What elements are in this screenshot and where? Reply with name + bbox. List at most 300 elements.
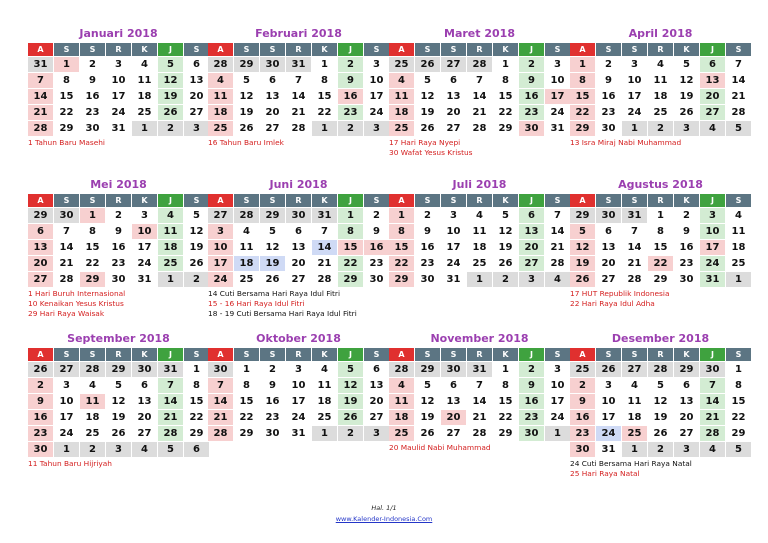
day-cell[interactable]: 29 — [493, 121, 518, 136]
day-cell[interactable]: 27 — [260, 121, 285, 136]
day-cell[interactable]: 22 — [184, 410, 209, 425]
day-cell[interactable]: 14 — [700, 394, 725, 409]
day-cell[interactable]: 19 — [158, 89, 183, 104]
day-cell[interactable]: 28 — [648, 362, 673, 377]
day-cell[interactable]: 22 — [726, 410, 751, 425]
day-cell[interactable]: 23 — [28, 426, 53, 441]
day-cell[interactable]: 16 — [80, 89, 105, 104]
day-cell[interactable]: 10 — [441, 224, 466, 239]
day-cell[interactable]: 1 — [622, 442, 647, 457]
day-cell[interactable]: 23 — [674, 256, 699, 271]
day-cell[interactable]: 1 — [54, 57, 79, 72]
day-cell[interactable]: 15 — [389, 240, 414, 255]
day-cell[interactable]: 1 — [389, 208, 414, 223]
day-cell[interactable]: 25 — [234, 272, 259, 287]
day-cell[interactable]: 1 — [132, 121, 157, 136]
day-cell[interactable]: 18 — [648, 89, 673, 104]
day-cell[interactable]: 17 — [132, 240, 157, 255]
day-cell[interactable]: 8 — [312, 73, 337, 88]
day-cell[interactable]: 3 — [441, 208, 466, 223]
day-cell[interactable]: 8 — [338, 224, 363, 239]
day-cell[interactable]: 29 — [389, 272, 414, 287]
day-cell[interactable]: 28 — [622, 272, 647, 287]
day-cell[interactable]: 1 — [312, 426, 337, 441]
day-cell[interactable]: 22 — [648, 256, 673, 271]
day-cell[interactable]: 27 — [28, 272, 53, 287]
day-cell[interactable]: 5 — [726, 121, 751, 136]
day-cell[interactable]: 12 — [674, 73, 699, 88]
day-cell[interactable]: 5 — [184, 208, 209, 223]
day-cell[interactable]: 20 — [28, 256, 53, 271]
day-cell[interactable]: 14 — [54, 240, 79, 255]
day-cell[interactable]: 11 — [622, 394, 647, 409]
day-cell[interactable]: 23 — [519, 410, 544, 425]
day-cell[interactable]: 13 — [441, 394, 466, 409]
day-cell[interactable]: 30 — [106, 272, 131, 287]
day-cell[interactable]: 31 — [596, 442, 621, 457]
day-cell[interactable]: 30 — [364, 272, 389, 287]
day-cell[interactable]: 16 — [519, 394, 544, 409]
day-cell[interactable]: 27 — [441, 57, 466, 72]
day-cell[interactable]: 24 — [132, 256, 157, 271]
day-cell[interactable]: 4 — [467, 208, 492, 223]
day-cell[interactable]: 29 — [234, 57, 259, 72]
day-cell[interactable]: 9 — [338, 73, 363, 88]
day-cell[interactable]: 31 — [700, 272, 725, 287]
day-cell[interactable]: 1 — [493, 362, 518, 377]
day-cell[interactable]: 5 — [415, 378, 440, 393]
day-cell[interactable]: 14 — [312, 240, 337, 255]
day-cell[interactable]: 2 — [28, 378, 53, 393]
day-cell[interactable]: 31 — [467, 362, 492, 377]
day-cell[interactable]: 10 — [700, 224, 725, 239]
day-cell[interactable]: 13 — [132, 394, 157, 409]
day-cell[interactable]: 25 — [389, 426, 414, 441]
day-cell[interactable]: 12 — [415, 89, 440, 104]
day-cell[interactable]: 12 — [338, 378, 363, 393]
day-cell[interactable]: 2 — [519, 362, 544, 377]
day-cell[interactable]: 18 — [389, 410, 414, 425]
day-cell[interactable]: 25 — [132, 105, 157, 120]
day-cell[interactable]: 8 — [493, 378, 518, 393]
day-cell[interactable]: 16 — [519, 89, 544, 104]
day-cell[interactable]: 29 — [648, 272, 673, 287]
day-cell[interactable]: 20 — [596, 256, 621, 271]
day-cell[interactable]: 30 — [286, 208, 311, 223]
day-cell[interactable]: 6 — [700, 57, 725, 72]
day-cell[interactable]: 20 — [364, 394, 389, 409]
day-cell[interactable]: 7 — [726, 57, 751, 72]
day-cell[interactable]: 26 — [415, 57, 440, 72]
day-cell[interactable]: 27 — [208, 208, 233, 223]
day-cell[interactable]: 5 — [493, 208, 518, 223]
day-cell[interactable]: 6 — [184, 442, 209, 457]
day-cell[interactable]: 12 — [106, 394, 131, 409]
day-cell[interactable]: 19 — [493, 240, 518, 255]
day-cell[interactable]: 3 — [674, 121, 699, 136]
day-cell[interactable]: 9 — [80, 73, 105, 88]
day-cell[interactable]: 7 — [467, 378, 492, 393]
day-cell[interactable]: 31 — [106, 121, 131, 136]
day-cell[interactable]: 5 — [234, 73, 259, 88]
day-cell[interactable]: 13 — [441, 89, 466, 104]
day-cell[interactable]: 28 — [726, 105, 751, 120]
day-cell[interactable]: 8 — [648, 224, 673, 239]
day-cell[interactable]: 7 — [208, 378, 233, 393]
day-cell[interactable]: 27 — [441, 426, 466, 441]
day-cell[interactable]: 5 — [648, 378, 673, 393]
day-cell[interactable]: 21 — [726, 89, 751, 104]
day-cell[interactable]: 21 — [545, 240, 570, 255]
day-cell[interactable]: 2 — [415, 208, 440, 223]
day-cell[interactable]: 19 — [338, 394, 363, 409]
day-cell[interactable]: 25 — [158, 256, 183, 271]
day-cell[interactable]: 30 — [674, 272, 699, 287]
day-cell[interactable]: 29 — [338, 272, 363, 287]
day-cell[interactable]: 7 — [622, 224, 647, 239]
day-cell[interactable]: 3 — [184, 121, 209, 136]
day-cell[interactable]: 13 — [364, 378, 389, 393]
day-cell[interactable]: 7 — [545, 208, 570, 223]
day-cell[interactable]: 25 — [389, 57, 414, 72]
day-cell[interactable]: 19 — [415, 410, 440, 425]
day-cell[interactable]: 3 — [54, 378, 79, 393]
day-cell[interactable]: 25 — [80, 426, 105, 441]
day-cell[interactable]: 20 — [674, 410, 699, 425]
day-cell[interactable]: 15 — [648, 240, 673, 255]
day-cell[interactable]: 15 — [493, 394, 518, 409]
day-cell[interactable]: 8 — [80, 224, 105, 239]
day-cell[interactable]: 10 — [596, 394, 621, 409]
day-cell[interactable]: 13 — [519, 224, 544, 239]
day-cell[interactable]: 15 — [570, 89, 595, 104]
day-cell[interactable]: 14 — [545, 224, 570, 239]
day-cell[interactable]: 4 — [648, 57, 673, 72]
day-cell[interactable]: 8 — [493, 73, 518, 88]
day-cell[interactable]: 19 — [570, 256, 595, 271]
day-cell[interactable]: 11 — [208, 89, 233, 104]
day-cell[interactable]: 9 — [519, 73, 544, 88]
day-cell[interactable]: 25 — [648, 105, 673, 120]
day-cell[interactable]: 17 — [54, 410, 79, 425]
day-cell[interactable]: 31 — [545, 121, 570, 136]
day-cell[interactable]: 18 — [80, 410, 105, 425]
day-cell[interactable]: 16 — [364, 240, 389, 255]
day-cell[interactable]: 23 — [364, 256, 389, 271]
day-cell[interactable]: 3 — [364, 426, 389, 441]
day-cell[interactable]: 27 — [132, 426, 157, 441]
day-cell[interactable]: 10 — [545, 378, 570, 393]
day-cell[interactable]: 22 — [80, 256, 105, 271]
day-cell[interactable]: 14 — [158, 394, 183, 409]
day-cell[interactable]: 5 — [158, 442, 183, 457]
day-cell[interactable]: 3 — [545, 362, 570, 377]
day-cell[interactable]: 24 — [54, 426, 79, 441]
day-cell[interactable]: 19 — [184, 240, 209, 255]
day-cell[interactable]: 20 — [519, 240, 544, 255]
day-cell[interactable]: 1 — [545, 426, 570, 441]
day-cell[interactable]: 6 — [519, 208, 544, 223]
day-cell[interactable]: 27 — [184, 105, 209, 120]
day-cell[interactable]: 11 — [80, 394, 105, 409]
day-cell[interactable]: 11 — [726, 224, 751, 239]
day-cell[interactable]: 7 — [312, 224, 337, 239]
day-cell[interactable]: 13 — [674, 394, 699, 409]
day-cell[interactable]: 2 — [106, 208, 131, 223]
day-cell[interactable]: 8 — [54, 73, 79, 88]
day-cell[interactable]: 10 — [364, 73, 389, 88]
day-cell[interactable]: 17 — [545, 394, 570, 409]
day-cell[interactable]: 17 — [596, 410, 621, 425]
day-cell[interactable]: 1 — [622, 121, 647, 136]
day-cell[interactable]: 26 — [674, 105, 699, 120]
day-cell[interactable]: 27 — [700, 105, 725, 120]
day-cell[interactable]: 26 — [184, 256, 209, 271]
day-cell[interactable]: 3 — [286, 362, 311, 377]
day-cell[interactable]: 31 — [286, 57, 311, 72]
day-cell[interactable]: 27 — [519, 256, 544, 271]
day-cell[interactable]: 2 — [519, 57, 544, 72]
day-cell[interactable]: 23 — [415, 256, 440, 271]
day-cell[interactable]: 16 — [106, 240, 131, 255]
day-cell[interactable]: 1 — [312, 121, 337, 136]
day-cell[interactable]: 7 — [28, 73, 53, 88]
day-cell[interactable]: 21 — [467, 105, 492, 120]
day-cell[interactable]: 26 — [415, 426, 440, 441]
day-cell[interactable]: 20 — [441, 105, 466, 120]
day-cell[interactable]: 30 — [132, 362, 157, 377]
day-cell[interactable]: 9 — [596, 73, 621, 88]
day-cell[interactable]: 6 — [286, 224, 311, 239]
day-cell[interactable]: 1 — [158, 272, 183, 287]
day-cell[interactable]: 30 — [519, 426, 544, 441]
day-cell[interactable]: 18 — [389, 105, 414, 120]
day-cell[interactable]: 7 — [54, 224, 79, 239]
day-cell[interactable]: 2 — [648, 442, 673, 457]
day-cell[interactable]: 2 — [570, 378, 595, 393]
day-cell[interactable]: 15 — [184, 394, 209, 409]
day-cell[interactable]: 28 — [208, 57, 233, 72]
day-cell[interactable]: 9 — [674, 224, 699, 239]
day-cell[interactable]: 25 — [208, 121, 233, 136]
day-cell[interactable]: 2 — [648, 121, 673, 136]
day-cell[interactable]: 24 — [364, 105, 389, 120]
day-cell[interactable]: 24 — [286, 410, 311, 425]
day-cell[interactable]: 6 — [441, 378, 466, 393]
day-cell[interactable]: 2 — [338, 426, 363, 441]
day-cell[interactable]: 3 — [106, 442, 131, 457]
day-cell[interactable]: 3 — [132, 208, 157, 223]
day-cell[interactable]: 15 — [234, 394, 259, 409]
day-cell[interactable]: 25 — [570, 362, 595, 377]
day-cell[interactable]: 1 — [467, 272, 492, 287]
day-cell[interactable]: 30 — [28, 442, 53, 457]
day-cell[interactable]: 23 — [570, 426, 595, 441]
day-cell[interactable]: 29 — [184, 426, 209, 441]
day-cell[interactable]: 1 — [184, 362, 209, 377]
day-cell[interactable]: 30 — [260, 426, 285, 441]
day-cell[interactable]: 28 — [208, 426, 233, 441]
day-cell[interactable]: 28 — [54, 272, 79, 287]
day-cell[interactable]: 12 — [570, 240, 595, 255]
day-cell[interactable]: 9 — [364, 224, 389, 239]
day-cell[interactable]: 2 — [338, 57, 363, 72]
day-cell[interactable]: 5 — [158, 57, 183, 72]
day-cell[interactable]: 28 — [286, 121, 311, 136]
day-cell[interactable]: 17 — [106, 89, 131, 104]
day-cell[interactable]: 3 — [700, 208, 725, 223]
day-cell[interactable]: 12 — [415, 394, 440, 409]
day-cell[interactable]: 31 — [132, 272, 157, 287]
day-cell[interactable]: 9 — [260, 378, 285, 393]
day-cell[interactable]: 14 — [286, 89, 311, 104]
day-cell[interactable]: 10 — [132, 224, 157, 239]
day-cell[interactable]: 24 — [622, 105, 647, 120]
day-cell[interactable]: 12 — [260, 240, 285, 255]
day-cell[interactable]: 22 — [493, 105, 518, 120]
day-cell[interactable]: 30 — [570, 442, 595, 457]
day-cell[interactable]: 7 — [158, 378, 183, 393]
day-cell[interactable]: 26 — [596, 362, 621, 377]
day-cell[interactable]: 1 — [726, 362, 751, 377]
day-cell[interactable]: 12 — [184, 224, 209, 239]
day-cell[interactable]: 18 — [467, 240, 492, 255]
day-cell[interactable]: 4 — [622, 378, 647, 393]
day-cell[interactable]: 6 — [184, 57, 209, 72]
day-cell[interactable]: 24 — [208, 272, 233, 287]
day-cell[interactable]: 11 — [389, 394, 414, 409]
day-cell[interactable]: 13 — [596, 240, 621, 255]
day-cell[interactable]: 28 — [700, 426, 725, 441]
day-cell[interactable]: 2 — [158, 121, 183, 136]
day-cell[interactable]: 21 — [286, 105, 311, 120]
day-cell[interactable]: 2 — [674, 208, 699, 223]
day-cell[interactable]: 28 — [80, 362, 105, 377]
day-cell[interactable]: 31 — [312, 208, 337, 223]
day-cell[interactable]: 16 — [674, 240, 699, 255]
day-cell[interactable]: 15 — [312, 89, 337, 104]
day-cell[interactable]: 25 — [726, 256, 751, 271]
day-cell[interactable]: 15 — [54, 89, 79, 104]
day-cell[interactable]: 3 — [674, 442, 699, 457]
day-cell[interactable]: 11 — [158, 224, 183, 239]
day-cell[interactable]: 17 — [700, 240, 725, 255]
day-cell[interactable]: 29 — [415, 362, 440, 377]
day-cell[interactable]: 14 — [726, 73, 751, 88]
day-cell[interactable]: 3 — [622, 57, 647, 72]
day-cell[interactable]: 9 — [570, 394, 595, 409]
day-cell[interactable]: 29 — [493, 426, 518, 441]
day-cell[interactable]: 31 — [441, 272, 466, 287]
day-cell[interactable]: 26 — [493, 256, 518, 271]
day-cell[interactable]: 4 — [312, 362, 337, 377]
day-cell[interactable]: 3 — [596, 378, 621, 393]
day-cell[interactable]: 29 — [260, 208, 285, 223]
day-cell[interactable]: 27 — [286, 272, 311, 287]
day-cell[interactable]: 16 — [260, 394, 285, 409]
day-cell[interactable]: 1 — [726, 272, 751, 287]
day-cell[interactable]: 12 — [158, 73, 183, 88]
day-cell[interactable]: 1 — [234, 362, 259, 377]
day-cell[interactable]: 4 — [158, 208, 183, 223]
day-cell[interactable]: 27 — [674, 426, 699, 441]
day-cell[interactable]: 12 — [493, 224, 518, 239]
day-cell[interactable]: 17 — [364, 89, 389, 104]
day-cell[interactable]: 28 — [158, 426, 183, 441]
day-cell[interactable]: 4 — [700, 442, 725, 457]
day-cell[interactable]: 27 — [364, 410, 389, 425]
day-cell[interactable]: 1 — [312, 57, 337, 72]
day-cell[interactable]: 19 — [674, 89, 699, 104]
day-cell[interactable]: 18 — [132, 89, 157, 104]
day-cell[interactable]: 17 — [208, 256, 233, 271]
day-cell[interactable]: 20 — [700, 89, 725, 104]
day-cell[interactable]: 22 — [570, 105, 595, 120]
day-cell[interactable]: 6 — [364, 362, 389, 377]
day-cell[interactable]: 17 — [286, 394, 311, 409]
day-cell[interactable]: 30 — [54, 208, 79, 223]
day-cell[interactable]: 20 — [286, 256, 311, 271]
day-cell[interactable]: 4 — [234, 224, 259, 239]
day-cell[interactable]: 5 — [260, 224, 285, 239]
day-cell[interactable]: 18 — [312, 394, 337, 409]
day-cell[interactable]: 13 — [700, 73, 725, 88]
day-cell[interactable]: 16 — [28, 410, 53, 425]
day-cell[interactable]: 19 — [106, 410, 131, 425]
day-cell[interactable]: 4 — [389, 73, 414, 88]
day-cell[interactable]: 7 — [467, 73, 492, 88]
day-cell[interactable]: 27 — [54, 362, 79, 377]
day-cell[interactable]: 4 — [389, 378, 414, 393]
day-cell[interactable]: 22 — [312, 105, 337, 120]
day-cell[interactable]: 19 — [260, 256, 285, 271]
day-cell[interactable]: 16 — [596, 89, 621, 104]
day-cell[interactable]: 12 — [648, 394, 673, 409]
day-cell[interactable]: 14 — [208, 394, 233, 409]
day-cell[interactable]: 25 — [467, 256, 492, 271]
day-cell[interactable]: 22 — [234, 410, 259, 425]
day-cell[interactable]: 21 — [158, 410, 183, 425]
day-cell[interactable]: 30 — [441, 362, 466, 377]
day-cell[interactable]: 22 — [54, 105, 79, 120]
day-cell[interactable]: 9 — [519, 378, 544, 393]
day-cell[interactable]: 4 — [700, 121, 725, 136]
day-cell[interactable]: 27 — [622, 362, 647, 377]
day-cell[interactable]: 26 — [648, 426, 673, 441]
day-cell[interactable]: 6 — [260, 73, 285, 88]
day-cell[interactable]: 13 — [184, 73, 209, 88]
day-cell[interactable]: 5 — [570, 224, 595, 239]
day-cell[interactable]: 21 — [28, 105, 53, 120]
day-cell[interactable]: 8 — [389, 224, 414, 239]
day-cell[interactable]: 30 — [596, 208, 621, 223]
day-cell[interactable]: 5 — [674, 57, 699, 72]
day-cell[interactable]: 25 — [622, 426, 647, 441]
day-cell[interactable]: 7 — [700, 378, 725, 393]
day-cell[interactable]: 17 — [545, 89, 570, 104]
day-cell[interactable]: 7 — [286, 73, 311, 88]
day-cell[interactable]: 27 — [441, 121, 466, 136]
day-cell[interactable]: 28 — [545, 256, 570, 271]
day-cell[interactable]: 6 — [441, 73, 466, 88]
day-cell[interactable]: 14 — [467, 394, 492, 409]
day-cell[interactable]: 2 — [80, 57, 105, 72]
day-cell[interactable]: 14 — [28, 89, 53, 104]
day-cell[interactable]: 16 — [570, 410, 595, 425]
day-cell[interactable]: 26 — [338, 410, 363, 425]
day-cell[interactable]: 21 — [54, 256, 79, 271]
day-cell[interactable]: 13 — [260, 89, 285, 104]
